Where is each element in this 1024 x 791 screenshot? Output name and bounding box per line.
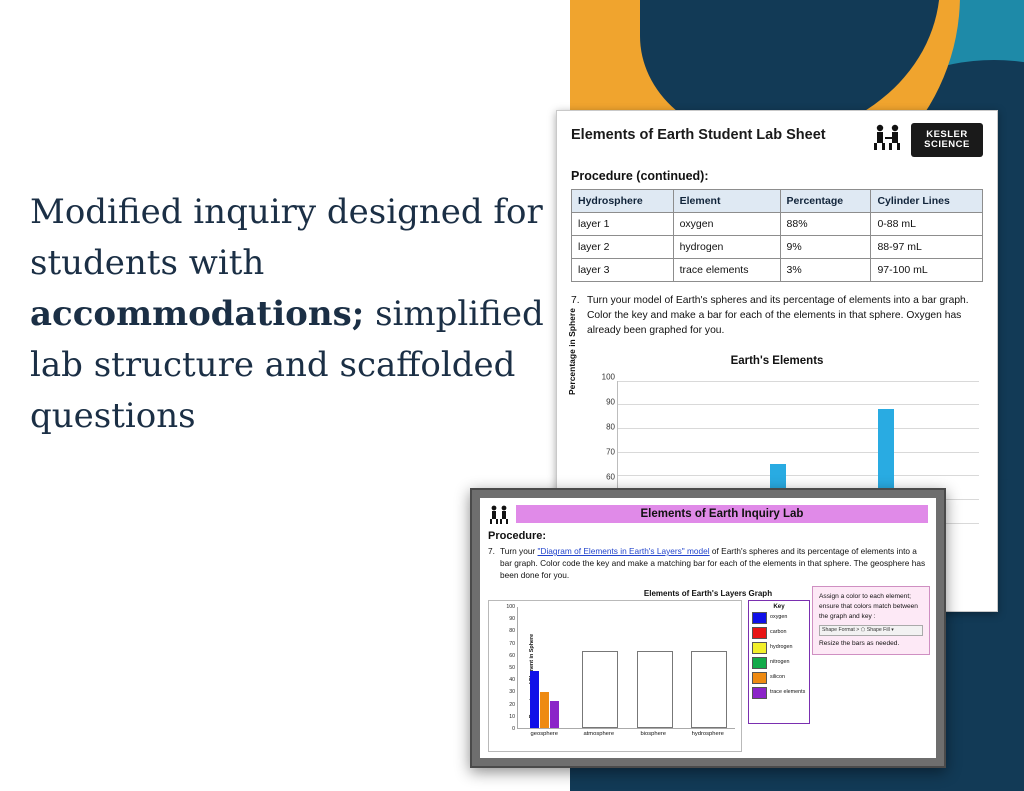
- body-text-part2: simplified lab structure and scaffolded questions: [30, 294, 544, 437]
- elements-of-earths-layers-graph: [488, 600, 742, 752]
- cell-layer: layer 3: [572, 259, 674, 282]
- inquiry-chart-x-labels: [517, 731, 735, 747]
- lab-sheet-title: Elements of Earth Student Lab Sheet: [571, 127, 826, 143]
- key-row: [752, 687, 806, 699]
- cell-cylinder-lines: 88-97 mL: [871, 236, 983, 259]
- key-title: Key: [773, 603, 785, 611]
- slide-text-column: [30, 46, 570, 442]
- x-tick-label: geosphere: [530, 731, 558, 738]
- key-label: hydrogen: [770, 644, 793, 651]
- y-tick-label: 100: [506, 604, 515, 611]
- body-text-part1: Modified inquiry designed for students with: [30, 192, 543, 284]
- y-tick-label: 70: [509, 640, 515, 647]
- column-header-percentage: Percentage: [780, 190, 871, 213]
- empty-bar-outline: [637, 651, 673, 728]
- cell-element: hydrogen: [673, 236, 780, 259]
- slide-body-text: [30, 187, 570, 442]
- cell-layer: layer 2: [572, 236, 674, 259]
- y-tick-label: 70: [606, 447, 615, 457]
- key-label: carbon: [770, 629, 787, 636]
- inquiry-lab-page: [480, 498, 936, 758]
- key-row: [752, 642, 806, 654]
- key-label: oxygen: [770, 614, 788, 621]
- shape-fill-toolbar-hint: Shape Format > ⬠ Shape Fill ▾: [819, 625, 923, 637]
- instruction-callout-note: [812, 586, 930, 655]
- y-tick-label: 80: [606, 422, 615, 432]
- y-tick-label: 50: [509, 665, 515, 672]
- y-tick-label: 60: [606, 472, 615, 482]
- cell-element: oxygen: [673, 213, 780, 236]
- procedure-heading: Procedure (continued):: [571, 169, 709, 183]
- logo-line-2: SCIENCE: [924, 139, 970, 150]
- table-row: [572, 213, 983, 236]
- key-color-swatch: [752, 642, 767, 654]
- y-tick-label: 80: [509, 628, 515, 635]
- cell-cylinder-lines: 97-100 mL: [871, 259, 983, 282]
- key-color-swatch: [752, 672, 767, 684]
- y-tick-label: 10: [509, 713, 515, 720]
- table-header-row: [572, 190, 983, 213]
- step-number: 7.: [488, 546, 495, 556]
- y-tick-label: 0: [512, 726, 515, 733]
- inquiry-lab-header: [488, 504, 928, 524]
- chart-bar: [540, 692, 549, 728]
- y-tick-label: 90: [509, 616, 515, 623]
- gridline: [618, 475, 979, 476]
- gridline: [618, 404, 979, 405]
- cell-percentage: 9%: [780, 236, 871, 259]
- cell-percentage: 88%: [780, 213, 871, 236]
- hydrosphere-table: [571, 189, 983, 282]
- step-number: 7.: [571, 295, 580, 306]
- key-row: [752, 657, 806, 669]
- inquiry-chart-y-ticks: [497, 604, 515, 733]
- empty-bar-outline: [582, 651, 618, 728]
- step-text: Turn your model of Earth's spheres and its percentage of elements into a bar graph. Color the key and make a bar for each of the elements in that sphere. Oxygen has already been graphed for you.: [587, 295, 969, 336]
- chart-bar: [550, 701, 559, 728]
- two-people-icon: [871, 123, 905, 151]
- chart-bar: [530, 671, 539, 728]
- key-row: [752, 612, 806, 624]
- note-line-2: Resize the bars as needed.: [819, 640, 900, 648]
- gridline: [618, 452, 979, 453]
- gridline: [618, 381, 979, 382]
- key-row: [752, 672, 806, 684]
- inquiry-lab-banner-title: Elements of Earth Inquiry Lab: [516, 505, 928, 523]
- diagram-model-link[interactable]: "Diagram of Elements in Earth's Layers" model: [537, 546, 710, 556]
- key-label: silicon: [770, 674, 785, 681]
- key-color-swatch: [752, 657, 767, 669]
- inquiry-procedure-step-7: [488, 545, 928, 581]
- inquiry-chart-plot-area: [517, 607, 735, 729]
- step-text-wrapper: [500, 545, 928, 581]
- y-tick-label: 30: [509, 689, 515, 696]
- back-chart-y-axis-label: Percentage in Sphere: [567, 307, 577, 395]
- inquiry-procedure-heading: Procedure:: [488, 530, 547, 542]
- key-color-swatch: [752, 627, 767, 639]
- key-label: nitrogen: [770, 659, 790, 666]
- cell-cylinder-lines: 0-88 mL: [871, 213, 983, 236]
- y-tick-label: 90: [606, 397, 615, 407]
- inquiry-chart-title: Elements of Earth's Layers Graph: [643, 589, 773, 599]
- procedure-step-7: [571, 294, 983, 339]
- step-text-after-link: of Earth's spheres and its percentage of elements into a bar graph. Color code the key and make a matching bar for each of the elements in that sphere. The geosphere has been done for you.: [500, 546, 926, 581]
- column-header-hydrosphere: Hydrosphere: [572, 190, 674, 213]
- cell-element: trace elements: [673, 259, 780, 282]
- two-people-icon: [488, 504, 510, 524]
- x-tick-label: hydrosphere: [691, 731, 724, 738]
- note-line-1: Assign a color to each element; ensure that colors match between the graph and key :: [819, 593, 918, 620]
- key-rows-container: [752, 612, 806, 699]
- table-row: [572, 259, 983, 282]
- step-text-before-link: Turn your: [500, 546, 538, 556]
- empty-bar-outline: [691, 651, 727, 728]
- y-tick-label: 60: [509, 652, 515, 659]
- table-row: [572, 236, 983, 259]
- column-header-element: Element: [673, 190, 780, 213]
- cell-percentage: 3%: [780, 259, 871, 282]
- x-tick-label: atmosphere: [583, 731, 615, 738]
- key-label: trace elements: [770, 689, 806, 696]
- key-color-swatch: [752, 612, 767, 624]
- cell-layer: layer 1: [572, 213, 674, 236]
- inquiry-lab-window[interactable]: [470, 488, 946, 768]
- logo-line-1: KESLER: [926, 129, 968, 141]
- back-chart-title: Earth's Elements: [730, 354, 824, 367]
- key-row: [752, 627, 806, 639]
- y-tick-label: 40: [509, 677, 515, 684]
- y-tick-label: 100: [601, 372, 615, 382]
- key-color-swatch: [752, 687, 767, 699]
- kesler-science-logo: [911, 123, 983, 157]
- column-header-cylinder-lines: Cylinder Lines: [871, 190, 983, 213]
- page-title: Level Two: [30, 46, 375, 120]
- chart-key-legend: [748, 600, 810, 724]
- gridline: [618, 428, 979, 429]
- x-tick-label: biosphere: [640, 731, 666, 738]
- lab-sheet-header: [557, 111, 997, 157]
- body-text-emphasis: accommodations;: [30, 294, 365, 335]
- y-tick-label: 20: [509, 701, 515, 708]
